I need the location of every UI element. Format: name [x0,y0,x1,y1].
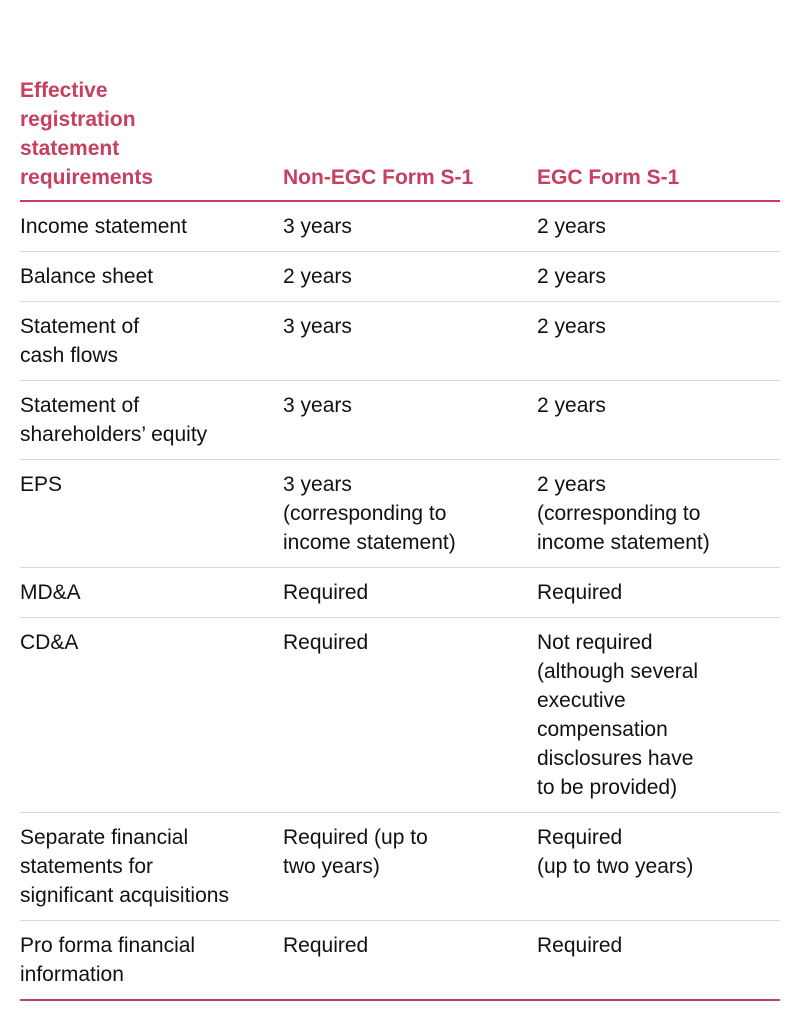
egc-value: 2 years (corresponding to income statement) [537,473,710,554]
row-label: MD&A [20,581,81,604]
row-label: Statement of cash flows [20,315,140,367]
egc-value: Required [537,581,623,604]
egc-value: 2 years [537,215,606,238]
egc-value: 2 years [537,265,606,288]
non-egc-value: Required [283,581,369,604]
non-egc-value: 3 years [283,315,352,338]
egc-value: 2 years [537,315,606,338]
row-label: EPS [20,473,63,496]
non-egc-value: 2 years [283,265,352,288]
non-egc-value: Required [283,934,369,957]
row-label: Income statement [20,215,187,238]
non-egc-value: 3 years [283,394,352,417]
table-header [20,76,780,202]
row-label: Balance sheet [20,265,154,288]
table-row [20,252,780,302]
non-egc-value: Required [283,631,369,654]
table-row [20,568,780,618]
non-egc-value: 3 years [283,215,352,238]
table-row [20,618,780,813]
requirements-table [20,76,780,1001]
table-row [20,921,780,1001]
row-label: Separate financial statements for significant acquisitions [20,826,229,907]
egc-value: 2 years [537,394,606,417]
egc-value: Required [537,934,623,957]
header-non-egc: Non-EGC Form S-1 [283,166,474,189]
header-requirements: Effective registration statement requirements [20,79,154,189]
non-egc-value: Required (up to two years) [283,826,428,878]
row-label: Pro forma financial information [20,934,196,986]
row-label: Statement of shareholders’ equity [20,394,208,446]
table-row [20,460,780,568]
non-egc-value: 3 years (corresponding to income statement) [283,473,456,554]
egc-value: Not required (although several executive compensation disclosures have to be provided) [537,631,699,799]
table-row [20,302,780,381]
egc-value: Required (up to two years) [537,826,694,878]
table-row [20,381,780,460]
table-row [20,202,780,252]
row-label: CD&A [20,631,79,654]
table-row [20,813,780,921]
header-egc: EGC Form S-1 [537,166,680,189]
